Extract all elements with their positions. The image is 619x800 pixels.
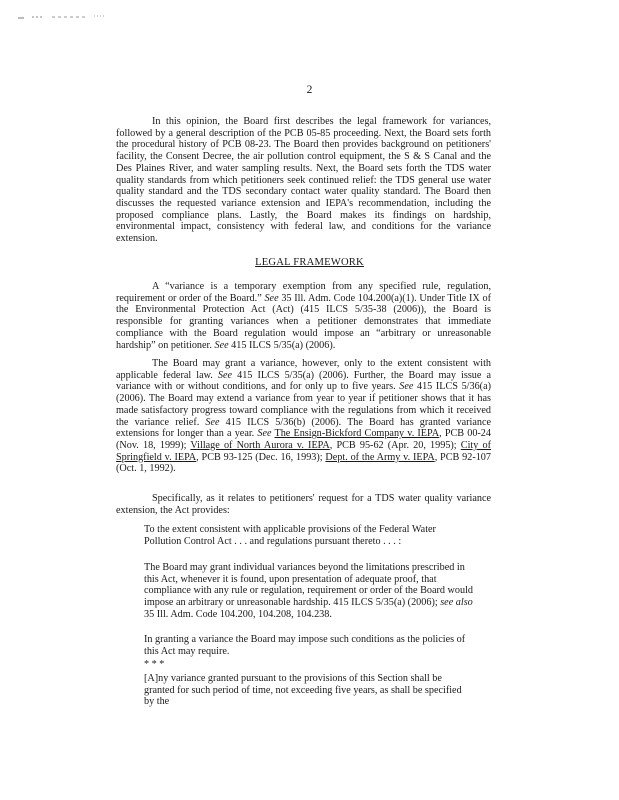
section-heading: LEGAL FRAMEWORK	[255, 257, 364, 268]
case-citation: Dept. of the Army v. IEPA	[325, 451, 435, 463]
case-citation: Village of North Aurora v. IEPA	[190, 439, 330, 451]
case-citation: The Ensign-Bickford Company v. IEPA	[274, 428, 440, 440]
intro-paragraph: In this opinion, the Board first describes the legal framework for variances, followed by a general description of the PCB 05-85 proceeding. Next, the Board sets forth the procedural history of PCB 08-23. The Board then provides background on petitioners' facility, the Consent Decree, the air pollution control equipment, the S & S Canal and the Des Plaines River, and water sampling results. Next, the Board sets forth the TDS water quality standards from which petitioners seek continued relief: the TDS general use water quality standard and the TDS secondary contact water quality standard. The Board then discusses the requested variance extension and IEPA's recommendation, including the proposed compliance plans. Lastly, the Board makes its findings on hardship, environmental impact, consistency with federal law, and conditions for the variance extension.	[116, 116, 491, 245]
variance-definition-paragraph: A “variance is a temporary exemption from any specified rule, regulation, requirement or order of the Board.” See 35 Ill. Adm. Code 104.200(a)(1). Under Title IX of the Environmental Protection Act (Act) (415 ILCS 5/35-38 (2006)), the Board is responsible for granting variances when a petitioner demonstrates that immediate compliance with the Board regulation would impose an “arbitrary or unreasonable hardship” on petitioner. See 415 ILCS 5/35(a) (2006).	[116, 281, 491, 351]
quote-individual-variances: The Board may grant individual variances beyond the limitations prescribed in this Act, whenever it is found, upon presentation of adequate proof, that compliance with any rule or regulation, requirement or order of the Board would impose an arbitrary or unreasonable hardship. 415 ILCS 5/35(a) (2006); see also 35 Ill. Adm. Code 104.200, 104.208, 104.238.	[144, 562, 474, 620]
quote-variance-period: [A]ny variance granted pursuant to the provisions of this Section shall be granted for such period of time, not exceeding five years, as shall be specified by the	[144, 673, 462, 708]
ellipsis-stars: * * *	[144, 659, 165, 670]
act-intro-paragraph: Specifically, as it relates to petitioners' request for a TDS water quality variance extension, the Act provides:	[116, 493, 491, 516]
case-citation: City of Springfield v. IEPA	[116, 439, 491, 463]
quote-federal-act: To the extent consistent with applicable provisions of the Federal Water Pollution Control Act . . . and regulations pursuant thereto . . . :	[144, 524, 436, 547]
quote-conditions: In granting a variance the Board may impose such conditions as the policies of this Act may require.	[144, 634, 466, 657]
scan-artifact	[18, 14, 108, 20]
page-number: 2	[306, 84, 313, 96]
variance-authority-paragraph: The Board may grant a variance, however, only to the extent consistent with applicable federal law. See 415 ILCS 5/35(a) (2006). Further, the Board may issue a variance with or without conditions, and for only up to five years. See 415 ILCS 5/36(a) (2006). The Board may extend a variance from year to year if petitioner shows that it has made satisfactory progress toward compliance with the regulations from which it received the variance relief. See 415 ILCS 5/36(b) (2006). The Board has granted variance extensions for longer than a year. See The Ensign-Bickford Company v. IEPA, PCB 00-24 (Nov. 18, 1999); Village of North Aurora v. IEPA, PCB 95-62 (Apr. 20, 1995); City of Springfield v. IEPA, PCB 93-125 (Dec. 16, 1993); Dept. of the Army v. IEPA, PCB 92-107 (Oct. 1, 1992).	[116, 358, 492, 475]
